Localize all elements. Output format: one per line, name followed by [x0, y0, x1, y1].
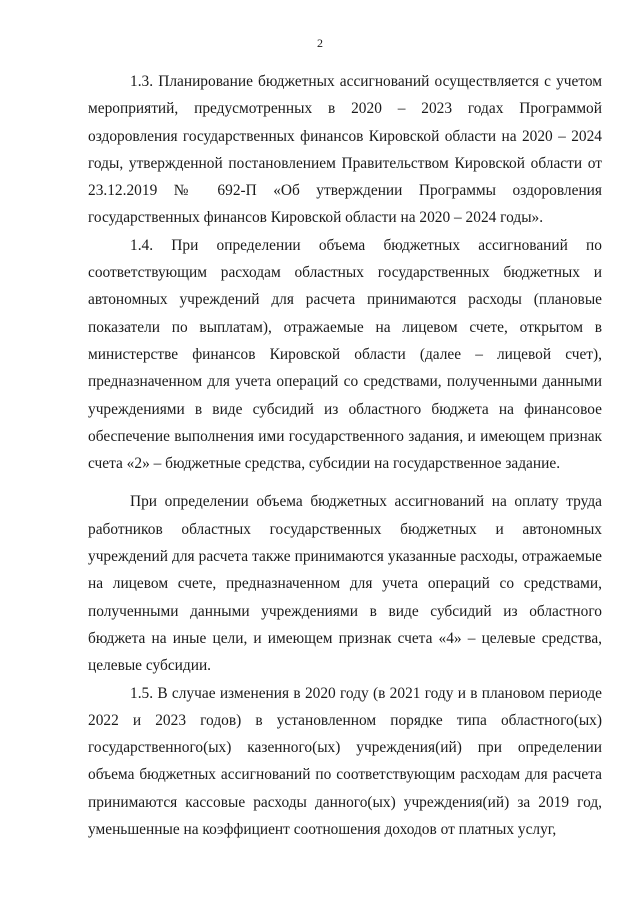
paragraph-1-4: 1.4. При определении объема бюджетных ассигнований по соответствующим расходам областных государственных бюджетных и автономных учреждений для расчета принимаются расходы (плановые показатели по выплатам), отражаемые на лицевом счете, открытом в министерстве финансов Кировской области (далее – лицевой счет), предназначенном для учета операций со средствами, полученными данными учреждениями в виде субсидий из областного бюджета на финансовое обеспечение выполнения ими государственного задания, и имеющем признак счета «2» – бюджетные средства, субсидии на государственное задание. — [88, 236, 602, 473]
document-body — [88, 68, 602, 843]
paragraph-1-5: 1.5. В случае изменения в 2020 году (в 2021 году и в плановом периоде 2022 и 2023 годов) в установленном порядке типа областного(ых) государственного(ых) казенного(ых) учреждения(ий) при определении объема бюджетных ассигнований по соответствующим расходам для расчета принимаются кассовые расходы данного(ых) учреждения(ий) за 2019 год, уменьшенные на коэффициент соотношения доходов от платных услуг, — [88, 684, 602, 839]
paragraph-1-4-continuation: При определении объема бюджетных ассигнований на оплату труда работников областных государственных бюджетных и автономных учреждений для расчета также принимаются указанные расходы, отражаемые на лицевом счете, предназначенном для учета операций со средствами, полученными данными учреждениями в виде субсидий из областного бюджета на иные цели, и имеющем признак счета «4» – целевые средства, целевые субсидии. — [88, 493, 602, 675]
paragraph-1-3: 1.3. Планирование бюджетных ассигнований осуществляется с учетом мероприятий, предусмотренных в 2020 – 2023 годах Программой оздоровления государственных финансов Кировской области на 2020 – 2024 годы, утвержденной постановлением Правительством Кировской области от 23.12.2019 № 692-П «Об утверждении Программы оздоровления государственных финансов Кировской области на 2020 – 2024 годы». — [88, 73, 602, 227]
page-number: 2 — [317, 36, 323, 50]
